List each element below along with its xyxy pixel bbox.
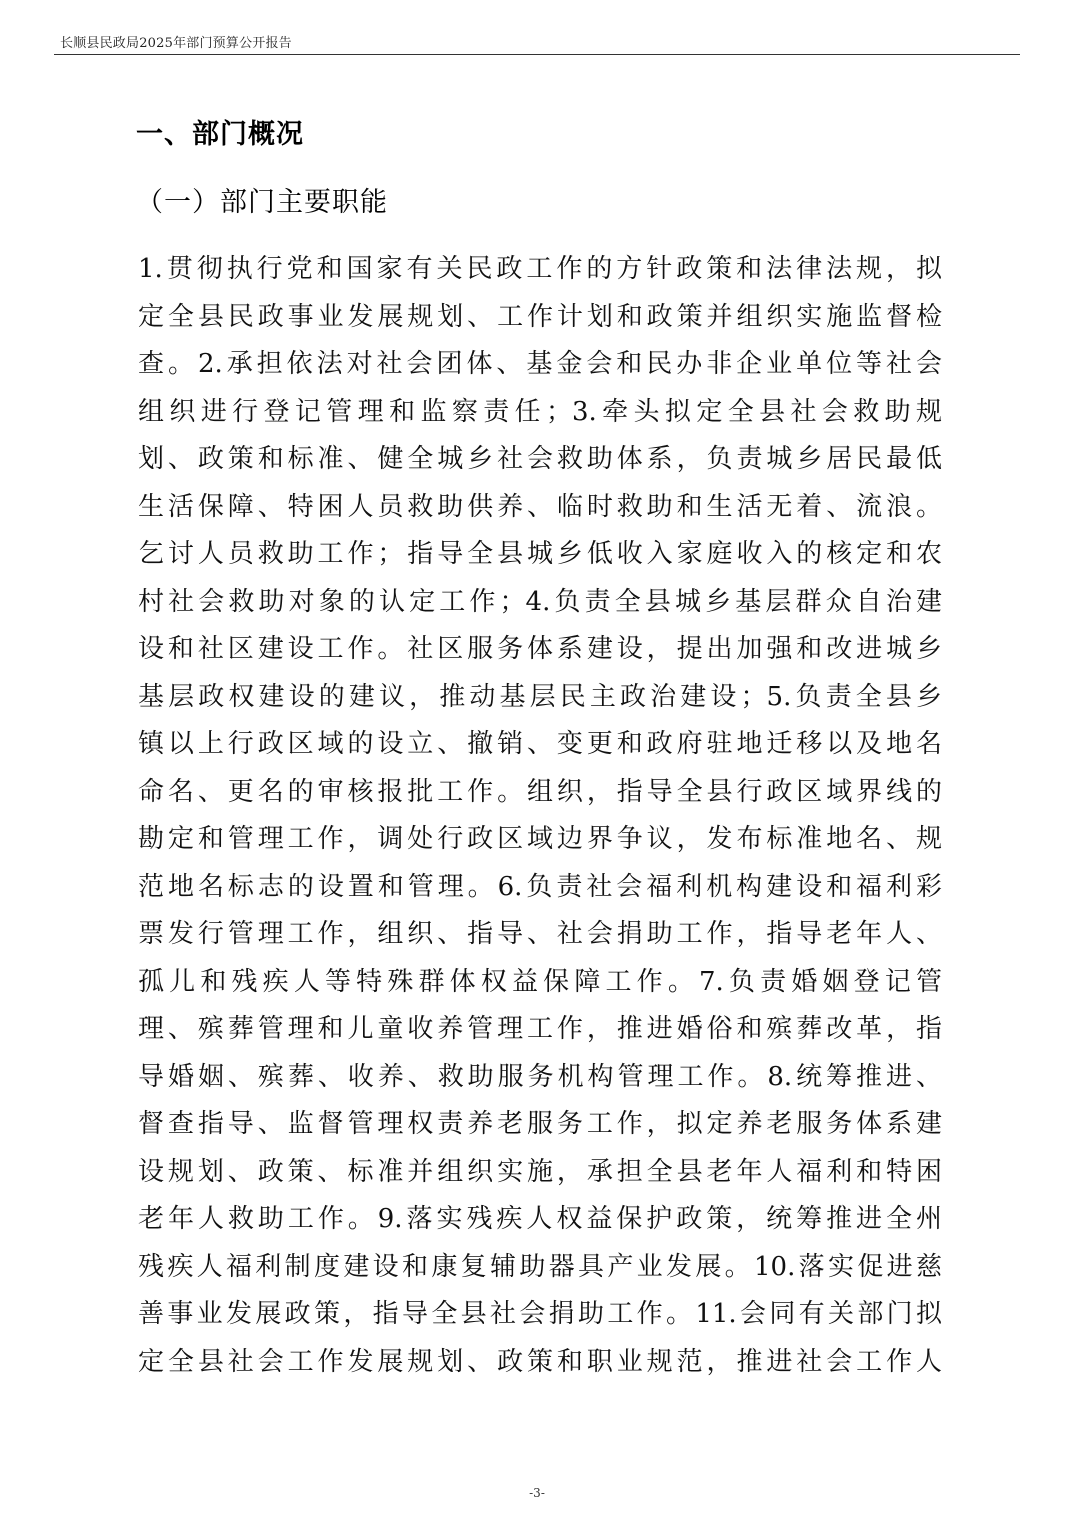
body-line: 老年人救助工作。9.落实残疾人权益保护政策，统筹推进全州 bbox=[138, 1204, 942, 1234]
body-line: 生活保障、特困人员救助供养、临时救助和生活无着、流浪。 bbox=[138, 491, 942, 522]
body-line: 村社会救助对象的认定工作；4.负责全县城乡基层群众自治建 bbox=[138, 586, 942, 617]
body-line: 设规划、政策、标准并组织实施，承担全县老年人福利和特困 bbox=[138, 1156, 942, 1187]
body-line: 查。2.承担依法对社会团体、基金会和民办非企业单位等社会 bbox=[138, 349, 942, 379]
body-line: 组织进行登记管理和监察责任；3.牵头拟定全县社会救助规 bbox=[138, 396, 942, 427]
document-title: 长顺县民政局2025年部门预算公开报告 bbox=[60, 36, 292, 51]
page-header bbox=[54, 30, 1020, 55]
body-line: 命名、更名的审核报批工作。组织，指导全县行政区域界线的 bbox=[138, 776, 942, 807]
body-line: 定全县民政事业发展规划、工作计划和政策并组织实施监督检 bbox=[138, 301, 942, 332]
body-line: 孤儿和残疾人等特殊群体权益保障工作。7.负责婚姻登记管 bbox=[138, 966, 942, 997]
body-line: 1.贯彻执行党和国家有关民政工作的方针政策和法律法规，拟 bbox=[138, 254, 942, 284]
section-heading: 一、部门概况 bbox=[136, 119, 304, 150]
body-line: 划、政策和标准、健全城乡社会救助体系，负责城乡居民最低 bbox=[138, 444, 942, 474]
body-line: 勘定和管理工作，调处行政区域边界争议，发布标准地名、规 bbox=[138, 824, 942, 854]
body-line: 范地名标志的设置和管理。6.负责社会福利机构建设和福利彩 bbox=[138, 871, 942, 902]
body-line: 票发行管理工作，组织、指导、社会捐助工作，指导老年人、 bbox=[138, 919, 942, 949]
body-line: 理、殡葬管理和儿童收养管理工作，推进婚俗和殡葬改革，指 bbox=[138, 1014, 942, 1044]
body-line: 善事业发展政策，指导全县社会捐助工作。11.会同有关部门拟 bbox=[138, 1299, 942, 1329]
body-line: 导婚姻、殡葬、收养、救助服务机构管理工作。8.统筹推进、 bbox=[138, 1061, 942, 1092]
body-line: 乞讨人员救助工作；指导全县城乡低收入家庭收入的核定和农 bbox=[138, 539, 942, 569]
body-text bbox=[138, 246, 942, 1386]
body-line: 镇以上行政区域的设立、撤销、变更和政府驻地迁移以及地名 bbox=[138, 729, 942, 759]
subsection-heading: （一）部门主要职能 bbox=[136, 187, 388, 218]
body-line: 督查指导、监督管理权责养老服务工作，拟定养老服务体系建 bbox=[138, 1109, 942, 1139]
body-line: 基层政权建设的建议，推动基层民主政治建设；5.负责全县乡 bbox=[138, 681, 942, 712]
body-line: 设和社区建设工作。社区服务体系建设，提出加强和改进城乡 bbox=[138, 634, 942, 664]
page-number: -3- bbox=[529, 1486, 545, 1500]
body-line: 残疾人福利制度建设和康复辅助器具产业发展。10.落实促进慈 bbox=[138, 1251, 942, 1282]
body-line: 定全县社会工作发展规划、政策和职业规范，推进社会工作人 bbox=[138, 1346, 942, 1377]
